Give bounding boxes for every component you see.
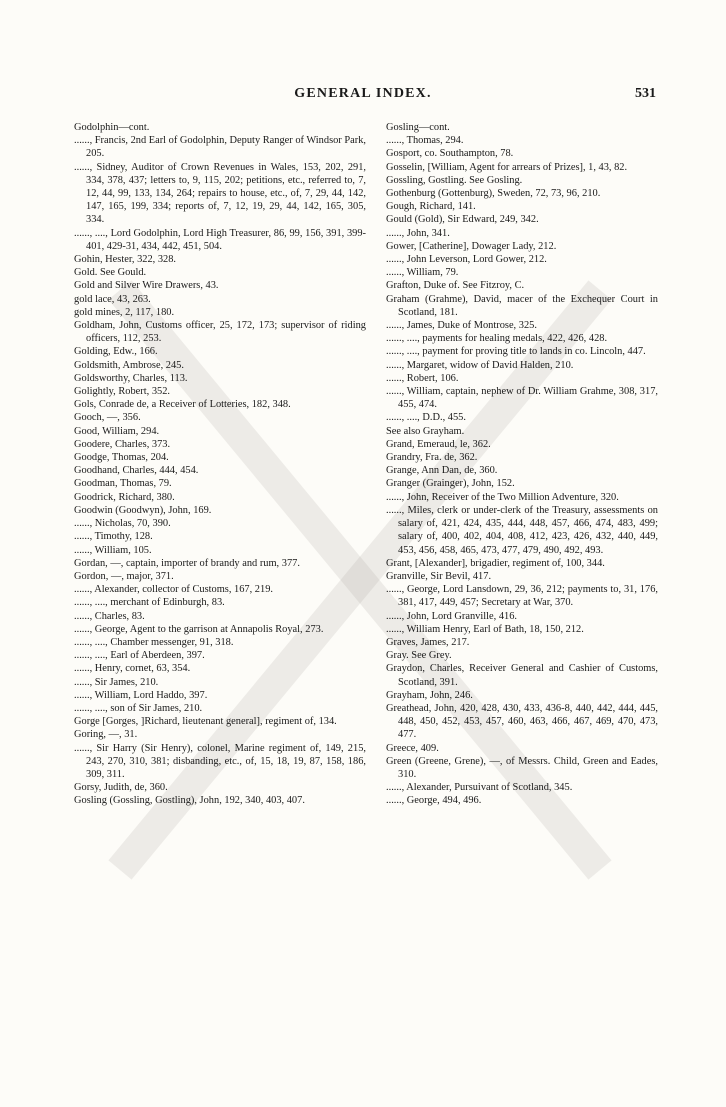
index-entry: ......, William, captain, nephew of Dr. William Grahme, 308, 317, 455, 474.	[386, 386, 658, 411]
index-entry: Goodman, Thomas, 79.	[74, 478, 172, 490]
index-entry: Gordan, —, captain, importer of brandy and rum, 377.	[74, 557, 300, 569]
index-entry: Granger (Grainger), John, 152.	[386, 478, 515, 490]
index-entry: Granville, Sir Bevil, 417.	[386, 570, 492, 582]
index-entry: ......, Margaret, widow of David Halden, 210.	[386, 359, 574, 371]
index-entry: ......, ...., Chamber messenger, 91, 318.	[74, 636, 234, 648]
index-entry: gold lace, 43, 263.	[74, 293, 151, 305]
index-entry: Grandry, Fra. de, 362.	[386, 452, 478, 464]
index-entry: ......, Charles, 83.	[74, 610, 145, 622]
index-entry: Gossling, Gostling. See Gosling.	[386, 174, 523, 186]
index-entry: Godolphin—cont.	[74, 122, 150, 133]
index-entry: gold mines, 2, 117, 180.	[74, 306, 175, 318]
index-entry: Gooch, —, 356.	[74, 412, 141, 424]
index-entry: Grayham, John, 246.	[386, 689, 473, 701]
index-entry: ......, ...., payments for healing medals, 422, 426, 428.	[386, 333, 608, 345]
index-entry: ......, Alexander, collector of Customs, 167, 219.	[74, 584, 273, 596]
index-entry: ......, Sidney, Auditor of Crown Revenues in Wales, 153, 202, 291, 334, 378, 437; letters to, 9, 115, 202; petitions, etc., referred to, 7, 12, 44, 99, 133, 134, 264; repairs to house, etc., of, 7, 29, 44, 142, 147, 165, 199, 334; reports of, 7, 12, 19, 29, 44, 142, 165, 305, 334.	[74, 161, 366, 226]
index-entry: Gough, Richard, 141.	[386, 201, 476, 213]
index-entry: Graham (Grahme), David, macer of the Exchequer Court in Scotland, 181.	[386, 293, 658, 318]
index-entry: ......, Miles, clerk or under-clerk of the Treasury, assessments on salary of, 421, 424, 435, 444, 448, 457, 466, 474, 483, 499; salary of, 400, 402, 404, 408, 412, 423, 426, 432, 440, 449, 453, 456, 458, 465, 473, 477, 479, 490, 492, 493.	[386, 504, 658, 556]
index-entry: Gosselin, [William, Agent for arrears of Prizes], 1, 43, 82.	[386, 161, 628, 173]
index-entry: ......, ...., D.D., 455.	[386, 412, 466, 424]
index-entry: Golding, Edw., 166.	[74, 346, 158, 358]
index-entry: Gorsy, Judith, de, 360.	[74, 782, 168, 794]
index-entry: ......, Sir James, 210.	[74, 676, 159, 688]
index-entry: Grant, [Alexander], brigadier, regiment of, 100, 344.	[386, 557, 605, 569]
index-entry: ......, John, 341.	[386, 227, 450, 239]
index-entry: Goodhand, Charles, 444, 454.	[74, 465, 199, 477]
page-header	[0, 86, 726, 106]
index-entry: ......, Henry, cornet, 63, 354.	[74, 663, 191, 675]
index-entry: Goodge, Thomas, 204.	[74, 452, 169, 464]
index-entry: ......, John, Receiver of the Two Million Adventure, 320.	[386, 491, 619, 503]
index-entry: ......, John, Lord Granville, 416.	[386, 610, 518, 622]
index-entry: ......, Timothy, 128.	[74, 531, 153, 543]
index-entry: ......, ...., Earl of Aberdeen, 397.	[74, 650, 205, 662]
index-entry: Gothenburg (Gottenburg), Sweden, 72, 73, 96, 210.	[386, 188, 601, 200]
index-entry: ......, John Leverson, Lord Gower, 212.	[386, 254, 547, 266]
index-entry: ......, Sir Harry (Sir Henry), colonel, Marine regiment of, 149, 215, 243, 270, 310, 381; disbanding, etc., of, 15, 18, 19, 87, 158, 186, 309, 311.	[74, 742, 366, 780]
index-entry: ......, Thomas, 294.	[386, 135, 464, 147]
index-entry: Gold and Silver Wire Drawers, 43.	[74, 280, 219, 292]
index-column-left	[74, 121, 366, 808]
index-entry: Gosling—cont.	[386, 122, 450, 133]
index-entry: Graves, James, 217.	[386, 636, 470, 648]
index-entry: ......, George, Lord Lansdown, 29, 36, 212; payments to, 31, 176, 381, 417, 449, 457; Secretary at War, 370.	[386, 584, 658, 609]
index-entry: Gohin, Hester, 322, 328.	[74, 254, 177, 266]
index-entry: ......, Nicholas, 70, 390.	[74, 518, 171, 530]
index-entry: Gray. See Grey.	[386, 650, 452, 662]
page-number: 531	[635, 86, 656, 101]
index-entry: Gordon, —, major, 371.	[74, 570, 174, 582]
index-column-right	[386, 121, 658, 808]
index-entry: Goldham, John, Customs officer, 25, 172, 173; supervisor of riding officers, 112, 253.	[74, 320, 366, 345]
index-entry: ......, William, 79.	[386, 267, 459, 279]
index-entry: Greece, 409.	[386, 742, 439, 754]
index-entry: Golightly, Robert, 352.	[74, 386, 171, 398]
index-entry: ......, Alexander, Pursuivant of Scotland, 345.	[386, 782, 573, 794]
index-entry: Gower, [Catherine], Dowager Lady, 212.	[386, 240, 557, 252]
index-entry: ......, ...., payment for proving title to lands in co. Lincoln, 447.	[386, 346, 646, 358]
index-entry: Graydon, Charles, Receiver General and Cashier of Customs, Scotland, 391.	[386, 663, 658, 688]
index-entry: Goldsmith, Ambrose, 245.	[74, 359, 184, 371]
index-entry: ......, William, 105.	[74, 544, 152, 556]
index-entry: Goodrick, Richard, 380.	[74, 491, 175, 503]
running-title: GENERAL INDEX.	[294, 86, 432, 101]
index-entry: ......, Robert, 106.	[386, 372, 459, 384]
index-entry: Goodwin (Goodwyn), John, 169.	[74, 504, 212, 516]
index-entry: Goldsworthy, Charles, 113.	[74, 372, 188, 384]
index-entry: Gosport, co. Southampton, 78.	[386, 148, 514, 160]
index-entry: Gorge [Gorges, ]Richard, lieutenant general], regiment of, 134.	[74, 716, 337, 728]
index-entry: ......, George, Agent to the garrison at Annapolis Royal, 273.	[74, 623, 324, 635]
index-entry: Grand, Emeraud, le, 362.	[386, 438, 491, 450]
index-entry: ......, William Henry, Earl of Bath, 18, 150, 212.	[386, 623, 584, 635]
index-entry: ......, William, Lord Haddo, 397.	[74, 689, 208, 701]
index-entry: Good, William, 294.	[74, 425, 160, 437]
index-entry: Gols, Conrade de, a Receiver of Lotteries, 182, 348.	[74, 399, 291, 411]
index-entry: ......, ...., merchant of Edinburgh, 83.	[74, 597, 225, 609]
index-entry: Goring, —, 31.	[74, 729, 138, 741]
index-entry: Greathead, John, 420, 428, 430, 433, 436-8, 440, 442, 444, 445, 448, 450, 452, 453, 457, 460, 463, 466, 467, 469, 470, 473, 477.	[386, 702, 658, 741]
index-entry: Grange, Ann Dan, de, 360.	[386, 465, 498, 477]
index-entry: ......, James, Duke of Montrose, 325.	[386, 320, 537, 332]
index-entry: Gold. See Gould.	[74, 267, 147, 279]
index-entry: See also Grayham.	[386, 425, 465, 437]
index-entry: ......, ...., Lord Godolphin, Lord High Treasurer, 86, 99, 156, 391, 399-401, 429-31, 434, 442, 451, 504.	[74, 227, 366, 252]
index-entry: Goodere, Charles, 373.	[74, 438, 171, 450]
index-entry: Green (Greene, Grene), —, of Messrs. Child, Green and Eades, 310.	[386, 755, 658, 780]
index-entry: Gould (Gold), Sir Edward, 249, 342.	[386, 214, 539, 226]
index-entry: Gosling (Gossling, Gostling), John, 192, 340, 403, 407.	[74, 795, 305, 807]
index-entry: ......, George, 494, 496.	[386, 795, 482, 807]
index-entry: Grafton, Duke of. See Fitzroy, C.	[386, 280, 525, 292]
index-entry: ......, ...., son of Sir James, 210.	[74, 702, 203, 714]
index-entry: ......, Francis, 2nd Earl of Godolphin, Deputy Ranger of Windsor Park, 205.	[74, 135, 367, 160]
